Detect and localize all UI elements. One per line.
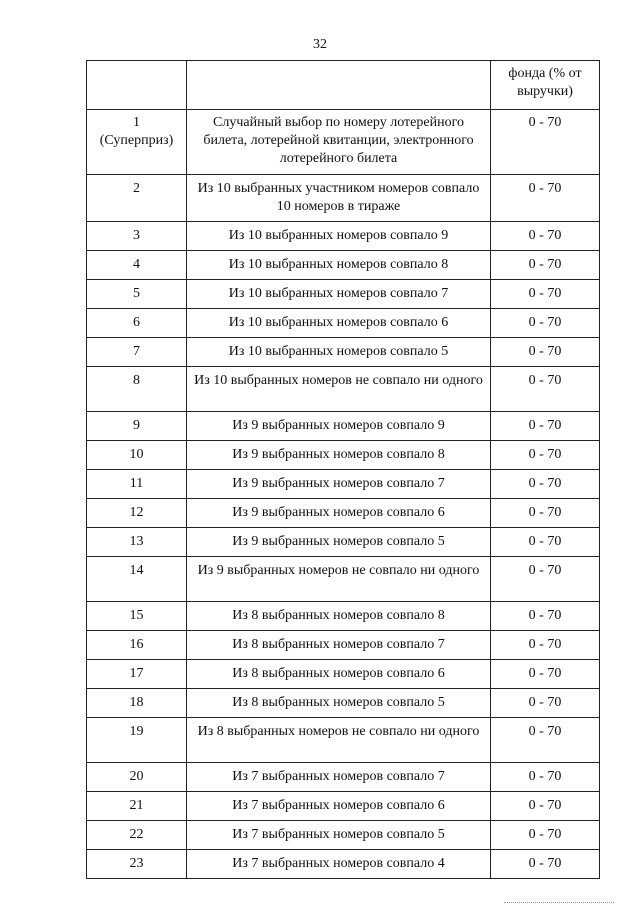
row-description: Из 10 выбранных участником номеров совпало 10 номеров в тираже xyxy=(187,175,491,222)
row-number: 20 xyxy=(87,763,187,792)
row-description: Случайный выбор по номеру лотерейного билета, лотерейной квитанции, электронного лотерейного билета xyxy=(187,110,491,175)
table-row xyxy=(87,222,600,251)
row-number: 18 xyxy=(87,689,187,718)
row-description: Из 10 выбранных номеров совпало 8 xyxy=(187,251,491,280)
row-number: 6 xyxy=(87,309,187,338)
row-number: 11 xyxy=(87,470,187,499)
table-row xyxy=(87,110,600,175)
row-fund-share: 0 - 70 xyxy=(491,412,600,441)
row-description: Из 8 выбранных номеров не совпало ни одного xyxy=(187,718,491,763)
row-number: 4 xyxy=(87,251,187,280)
row-fund-share: 0 - 70 xyxy=(491,251,600,280)
row-number: 22 xyxy=(87,821,187,850)
table-row xyxy=(87,718,600,763)
row-description: Из 7 выбранных номеров совпало 5 xyxy=(187,821,491,850)
row-number: 23 xyxy=(87,850,187,879)
row-number: 13 xyxy=(87,528,187,557)
table-row xyxy=(87,499,600,528)
row-fund-share: 0 - 70 xyxy=(491,602,600,631)
table-row xyxy=(87,557,600,602)
row-fund-share: 0 - 70 xyxy=(491,792,600,821)
row-number: 5 xyxy=(87,280,187,309)
row-number: 1 (Суперприз) xyxy=(87,110,187,175)
row-number: 10 xyxy=(87,441,187,470)
row-number: 21 xyxy=(87,792,187,821)
row-description: Из 9 выбранных номеров совпало 7 xyxy=(187,470,491,499)
table-row xyxy=(87,367,600,412)
header-cell-fund: фонда (% от выручки) xyxy=(491,61,600,110)
row-fund-share: 0 - 70 xyxy=(491,718,600,763)
table-row xyxy=(87,631,600,660)
header-cell-description xyxy=(187,61,491,110)
row-description: Из 10 выбранных номеров не совпало ни одного xyxy=(187,367,491,412)
row-description: Из 9 выбранных номеров совпало 5 xyxy=(187,528,491,557)
row-number: 12 xyxy=(87,499,187,528)
row-description: Из 10 выбранных номеров совпало 5 xyxy=(187,338,491,367)
table-row xyxy=(87,821,600,850)
row-description: Из 7 выбранных номеров совпало 7 xyxy=(187,763,491,792)
row-description: Из 8 выбранных номеров совпало 8 xyxy=(187,602,491,631)
row-fund-share: 0 - 70 xyxy=(491,557,600,602)
row-number: 15 xyxy=(87,602,187,631)
row-fund-share: 0 - 70 xyxy=(491,367,600,412)
row-description: Из 7 выбранных номеров совпало 6 xyxy=(187,792,491,821)
row-description: Из 8 выбранных номеров совпало 7 xyxy=(187,631,491,660)
row-fund-share: 0 - 70 xyxy=(491,631,600,660)
row-fund-share: 0 - 70 xyxy=(491,280,600,309)
row-number: 2 xyxy=(87,175,187,222)
row-fund-share: 0 - 70 xyxy=(491,821,600,850)
row-fund-share: 0 - 70 xyxy=(491,222,600,251)
table-row xyxy=(87,689,600,718)
row-description: Из 8 выбранных номеров совпало 5 xyxy=(187,689,491,718)
table-row xyxy=(87,792,600,821)
row-fund-share: 0 - 70 xyxy=(491,660,600,689)
row-number: 17 xyxy=(87,660,187,689)
table-row xyxy=(87,175,600,222)
row-fund-share: 0 - 70 xyxy=(491,175,600,222)
row-number: 7 xyxy=(87,338,187,367)
header-cell-number xyxy=(87,61,187,110)
table-row xyxy=(87,412,600,441)
page-number: 32 xyxy=(313,37,327,52)
row-fund-share: 0 - 70 xyxy=(491,470,600,499)
row-fund-share: 0 - 70 xyxy=(491,441,600,470)
row-number: 8 xyxy=(87,367,187,412)
table-row xyxy=(87,338,600,367)
prize-fund-table xyxy=(86,60,600,879)
table-header-row xyxy=(87,61,600,110)
row-number: 9 xyxy=(87,412,187,441)
row-description: Из 10 выбранных номеров совпало 6 xyxy=(187,309,491,338)
row-fund-share: 0 - 70 xyxy=(491,850,600,879)
table-row xyxy=(87,470,600,499)
row-fund-share: 0 - 70 xyxy=(491,309,600,338)
row-description: Из 7 выбранных номеров совпало 4 xyxy=(187,850,491,879)
row-number: 16 xyxy=(87,631,187,660)
row-fund-share: 0 - 70 xyxy=(491,110,600,175)
table-row xyxy=(87,441,600,470)
row-fund-share: 0 - 70 xyxy=(491,763,600,792)
row-number: 14 xyxy=(87,557,187,602)
row-description: Из 9 выбранных номеров совпало 6 xyxy=(187,499,491,528)
row-fund-share: 0 - 70 xyxy=(491,499,600,528)
row-description: Из 10 выбранных номеров совпало 9 xyxy=(187,222,491,251)
row-description: Из 9 выбранных номеров совпало 9 xyxy=(187,412,491,441)
row-description: Из 10 выбранных номеров совпало 7 xyxy=(187,280,491,309)
row-fund-share: 0 - 70 xyxy=(491,528,600,557)
table-row xyxy=(87,251,600,280)
table-row xyxy=(87,660,600,689)
table-row xyxy=(87,602,600,631)
table-row xyxy=(87,763,600,792)
row-fund-share: 0 - 70 xyxy=(491,338,600,367)
table-row xyxy=(87,280,600,309)
row-description: Из 9 выбранных номеров не совпало ни одного xyxy=(187,557,491,602)
row-description: Из 8 выбранных номеров совпало 6 xyxy=(187,660,491,689)
table-row xyxy=(87,309,600,338)
row-number: 19 xyxy=(87,718,187,763)
row-description: Из 9 выбранных номеров совпало 8 xyxy=(187,441,491,470)
row-number: 3 xyxy=(87,222,187,251)
table-row xyxy=(87,528,600,557)
bottom-edge-dots xyxy=(504,902,614,903)
row-fund-share: 0 - 70 xyxy=(491,689,600,718)
table-row xyxy=(87,850,600,879)
